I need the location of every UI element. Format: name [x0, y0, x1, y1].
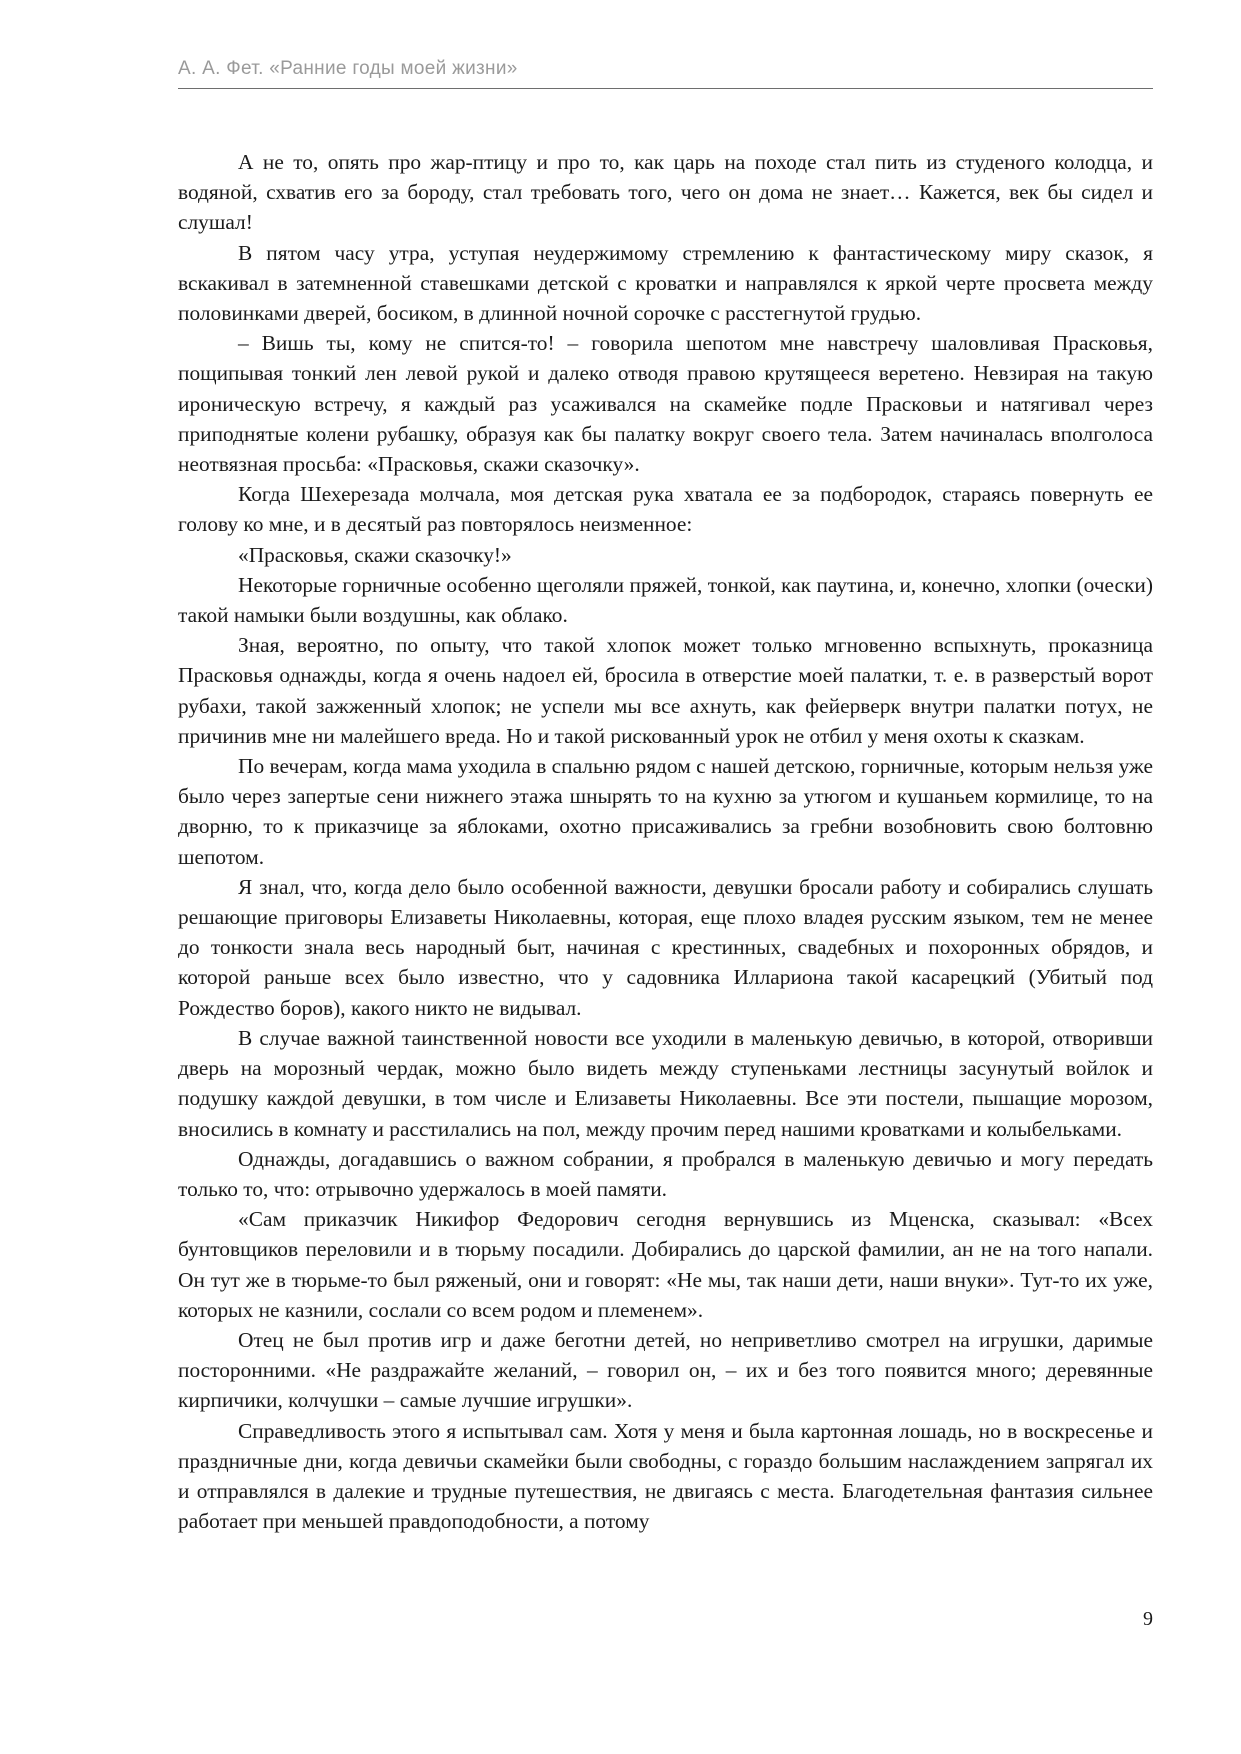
paragraph: «Прасковья, скажи сказочку!» — [238, 542, 512, 567]
paragraph: Когда Шехерезада молчала, моя детская рука хватала ее за подбородок, стараясь повернуть ее голову ко мне, и в десятый раз повторялось неизменное: — [178, 482, 1153, 537]
page-number: 9 — [1143, 1608, 1153, 1630]
paragraph: Справедливость этого я испытывал сам. Хотя у меня и была картонная лошадь, но в воскресенье и праздничные дни, когда девичьи скамейки были свободны, с гораздо большим наслаждением запрягал их и отправлялся в далекие и трудные путешествия, не двигаясь с места. Благодетельная фантазия сильнее работает при меньшей правдоподобности, а потому — [178, 1418, 1153, 1534]
paragraph: Отец не был против игр и даже беготни детей, но неприветливо смотрел на игрушки, даримые посторонними. «Не раздражайте желаний, – говорил он, – их и без того появится много; деревянные кирпичики, колчушки – самые лучшие игрушки». — [178, 1327, 1153, 1413]
paragraph: В пятом часу утра, уступая неудержимому стремлению к фантастическому миру сказок, я вскакивал в затемненной ставешками детской с кроватки и направлялся к яркой черте просвета между половинками дверей, босиком, в длинной ночной сорочке с расстегнутой грудью. — [178, 240, 1153, 326]
paragraph: А не то, опять про жар-птицу и про то, как царь на походе стал пить из студеного колодца, и водяной, схватив его за бороду, стал требовать того, чего он дома не знает… Кажется, век бы сидел и слушал! — [178, 150, 1153, 235]
paragraph: Зная, вероятно, по опыту, что такой хлопок может только мгновенно вспыхнуть, проказница Прасковья однажды, когда я очень надоел ей, бросила в отверстие моей палатки, т. е. в разверстый ворот рубахи, такой зажженный хлопок; не успели мы все ахнуть, как фейерверк внутри палатки потух, не причинив мне ни малейшего вреда. Но и такой рискованный урок не отбил у меня охоты к сказкам. — [178, 633, 1153, 748]
paragraph: – Вишь ты, кому не спится-то! – говорила шепотом мне навстречу шаловливая Прасковья, пощипывая тонкий лен левой рукой и далеко отводя правою крутящееся веретено. Невзирая на такую ироническую встречу, я каждый раз усаживался на скамейке подле Прасковьи и натягивал через приподнятые колени рубашку, образуя как бы палатку вокруг своего тела. Затем начиналась вполголоса неотвязная просьба: «Прасковья, скажи сказочку». — [178, 331, 1153, 477]
header-rule — [178, 88, 1153, 89]
paragraph: В случае важной таинственной новости все уходили в маленькую девичью, в которой, отворивши дверь на морозный чердак, можно было видеть между ступеньками лестницы засунутый войлок и подушку каждой девушки, в том числе и Елизаветы Николаевны. Все эти постели, пышащие морозом, вносились в комнату и расстилались на пол, между прочим перед нашими кроватками и колыбельками. — [178, 1025, 1153, 1141]
paragraph: Я знал, что, когда дело было особенной важности, девушки бросали работу и собирались слушать решающие приговоры Елизаветы Николаевны, которая, еще плохо владея русским языком, тем не менее до тонкости знала весь народный быт, начиная с крестинных, свадебных и похоронных обрядов, и которой раньше всех было известно, что у садовника Иллариона такой касарецкий (Убитый под Рождество боров), какого никто не видывал. — [178, 874, 1153, 1020]
running-header: А. А. Фет. «Ранние годы моей жизни» — [178, 58, 518, 79]
paragraph: Однажды, догадавшись о важном собрании, я пробрался в маленькую девичью и могу передать только то, что: отрывочно удержалось в моей памяти. — [178, 1146, 1153, 1201]
body-text — [178, 147, 1153, 1536]
paragraph: По вечерам, когда мама уходила в спальню рядом с нашей детскою, горничные, которым нельзя уже было через запертые сени нижнего этажа шнырять то на кухню за утюгом и кушаньем кормилице, то на дворню, то к приказчице за яблоками, охотно присаживались за гребни возобновить свою болтовню шепотом. — [178, 754, 1153, 869]
paragraph: «Сам приказчик Никифор Федорович сегодня вернувшись из Мценска, сказывал: «Всех бунтовщиков переловили и в тюрьму посадили. Добирались до царской фамилии, ан не на того напали. Он тут же в тюрьме-то был ряженый, они и говорят: «Не мы, так наши дети, наши внуки». Тут-то их уже, которых не казнили, сослали со всем родом и племенем». — [178, 1207, 1153, 1322]
paragraph: Некоторые горничные особенно щеголяли пряжей, тонкой, как паутина, и, конечно, хлопки (очески) такой намыки были воздушны, как облако. — [178, 572, 1153, 628]
